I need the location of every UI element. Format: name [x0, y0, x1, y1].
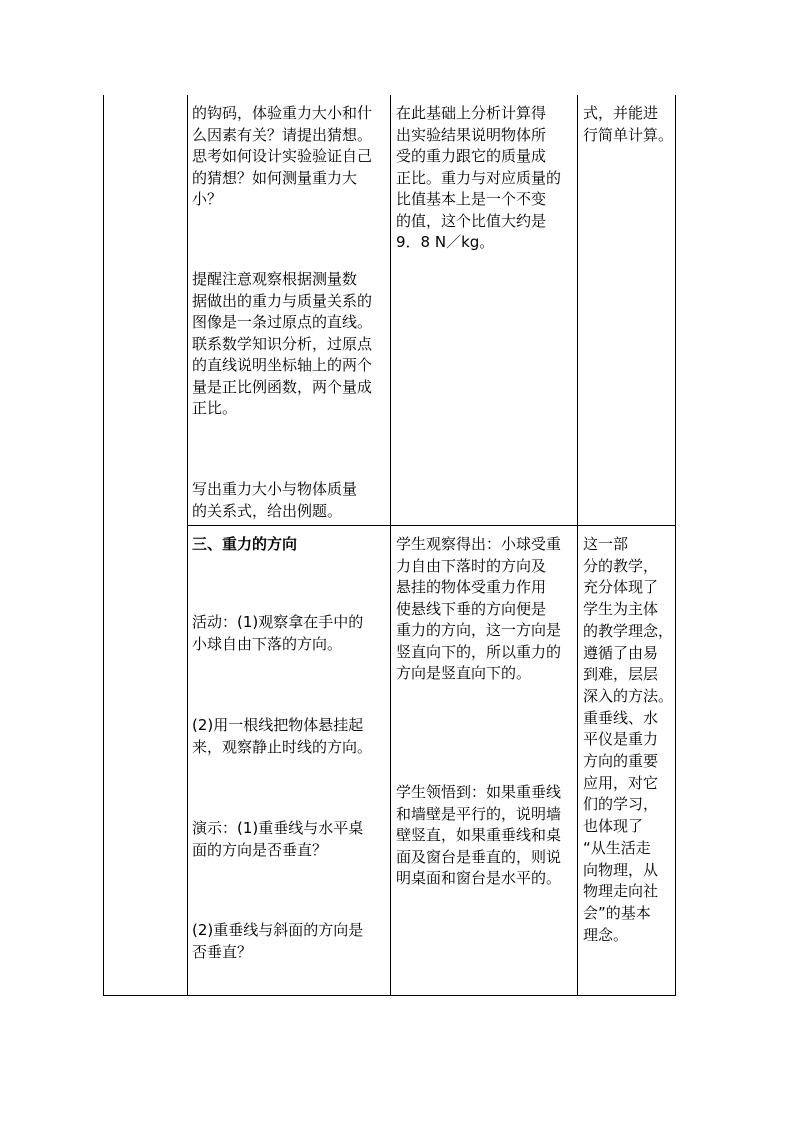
row2-student-block-2 — [396, 782, 561, 890]
row2-student-block-1 — [396, 534, 561, 685]
text-line: 充分体现了 — [583, 578, 659, 597]
text-line: 受的重力跟它的质量成 — [396, 147, 547, 165]
row1-activity-block-3 — [192, 479, 357, 522]
text-line: 悬挂的物体受重力作用 — [396, 578, 547, 596]
text-line: 重力的方向，这一方向是 — [396, 621, 562, 639]
row1-intent-block-1 — [583, 103, 673, 146]
text-line: 学生领悟到：如果重垂线 — [396, 783, 562, 801]
text-line: 理念。 — [583, 925, 629, 944]
text-line: 比值基本上是一个不变 — [396, 190, 547, 208]
text-line: 重垂线、水 — [583, 708, 659, 727]
text-line: 方向是竖直向下的。 — [396, 664, 532, 682]
table-border-left — [103, 95, 104, 996]
row1-activity-block-2 — [192, 269, 372, 420]
text-line: 活动：(1)观察拿在手中的 — [192, 613, 364, 631]
text-line: 出实验结果说明物体所 — [396, 125, 547, 144]
row2-activity-block-2 — [192, 715, 372, 758]
text-line: 行简单计算。 — [583, 125, 674, 144]
text-line: 正比。 — [192, 399, 238, 417]
table-column-divider-2 — [390, 95, 391, 996]
text-line: 么因素有关？请提出猜想。 — [192, 125, 373, 144]
table-column-divider-1 — [187, 95, 188, 996]
text-line: 在此基础上分析计算得 — [396, 104, 547, 122]
text-line: 量是正比例函数，两个量成 — [192, 377, 373, 396]
text-line: 的猜想？如何测量重力大 — [192, 168, 358, 187]
text-line: 深入的方法。 — [583, 686, 674, 705]
text-line: 思考如何设计实验验证自己 — [192, 147, 373, 165]
text-line: 也体现了 — [583, 817, 644, 836]
section-heading — [192, 534, 297, 556]
text-line: 向物理，从 — [583, 860, 659, 879]
table-border-right — [675, 95, 676, 996]
text-line: 的直线说明坐标轴上的两个 — [192, 356, 373, 374]
text-line: 明桌面和窗台是水平的。 — [396, 869, 562, 887]
section-heading-text: 三、重力的方向 — [192, 535, 298, 553]
row1-activity-block-1 — [192, 103, 372, 211]
text-line: 到难，层层 — [583, 665, 659, 684]
text-line: 正比。重力与对应质量的 — [396, 168, 562, 187]
row2-activity-block-1 — [192, 612, 363, 655]
table-row-divider — [187, 525, 676, 526]
table-column-divider-3 — [577, 95, 578, 996]
table-border-bottom — [103, 995, 676, 996]
text-line: 学生为主体 — [583, 600, 659, 619]
text-line: 来，观察静止时线的方向。 — [192, 737, 373, 756]
text-line: 演示：(1)重垂线与水平桌 — [192, 819, 364, 837]
text-line: 式，并能进 — [583, 104, 659, 122]
text-line: (2)重垂线与斜面的方向是 — [192, 921, 364, 939]
text-line: 遵循了由易 — [583, 643, 659, 662]
text-line: “从生活走 — [583, 838, 651, 857]
text-line: 的钩码，体验重力大小和什 — [192, 104, 373, 122]
text-line: 提醒注意观察根据测量数 — [192, 270, 358, 288]
text-line: 平仪是重力 — [583, 730, 659, 749]
text-line: 的值，这个比值大约是 — [396, 211, 547, 230]
text-line: 面及窗台是垂直的，则说 — [396, 847, 562, 866]
text-line: (2)用一根线把物体悬挂起 — [192, 716, 364, 734]
text-line: 壁竖直，如果重垂线和桌 — [396, 826, 562, 844]
text-line: 学生观察得出：小球受重 — [396, 535, 562, 553]
text-line: 小？ — [192, 190, 223, 208]
text-line: 这一部 — [583, 535, 629, 553]
text-line: 图像是一条过原点的直线。 — [192, 313, 373, 331]
text-line: 否垂直？ — [192, 942, 253, 961]
text-line: 小球自由下落的方向。 — [192, 634, 343, 653]
row2-activity-block-4 — [192, 920, 363, 963]
row2-activity-block-3 — [192, 818, 363, 861]
text-line: 和墙壁是平行的，说明墙 — [396, 804, 562, 823]
text-line: 联系数学知识分析，过原点 — [192, 334, 373, 353]
text-line: 会”的基本 — [583, 903, 651, 922]
text-line: 的教学理念， — [583, 621, 674, 640]
text-line: 的关系式，给出例题。 — [192, 501, 343, 520]
text-line: 9．8 N／kg。 — [396, 233, 495, 251]
text-line: 据做出的重力与质量关系的 — [192, 291, 373, 310]
text-line: 使悬线下垂的方向便是 — [396, 599, 547, 618]
row1-student-block-1 — [396, 103, 561, 254]
text-line: 们的学习， — [583, 795, 659, 814]
text-line: 面的方向是否垂直？ — [192, 840, 328, 859]
text-line: 竖直向下的，所以重力的 — [396, 642, 562, 661]
text-line: 方向的重要 — [583, 752, 659, 771]
text-line: 写出重力大小与物体质量 — [192, 480, 358, 498]
text-line: 力自由下落时的方向及 — [396, 556, 547, 575]
row2-intent-block-1 — [583, 534, 673, 946]
text-line: 分的教学， — [583, 556, 659, 575]
text-line: 物理走向社 — [583, 882, 659, 901]
text-line: 应用，对它 — [583, 773, 659, 792]
